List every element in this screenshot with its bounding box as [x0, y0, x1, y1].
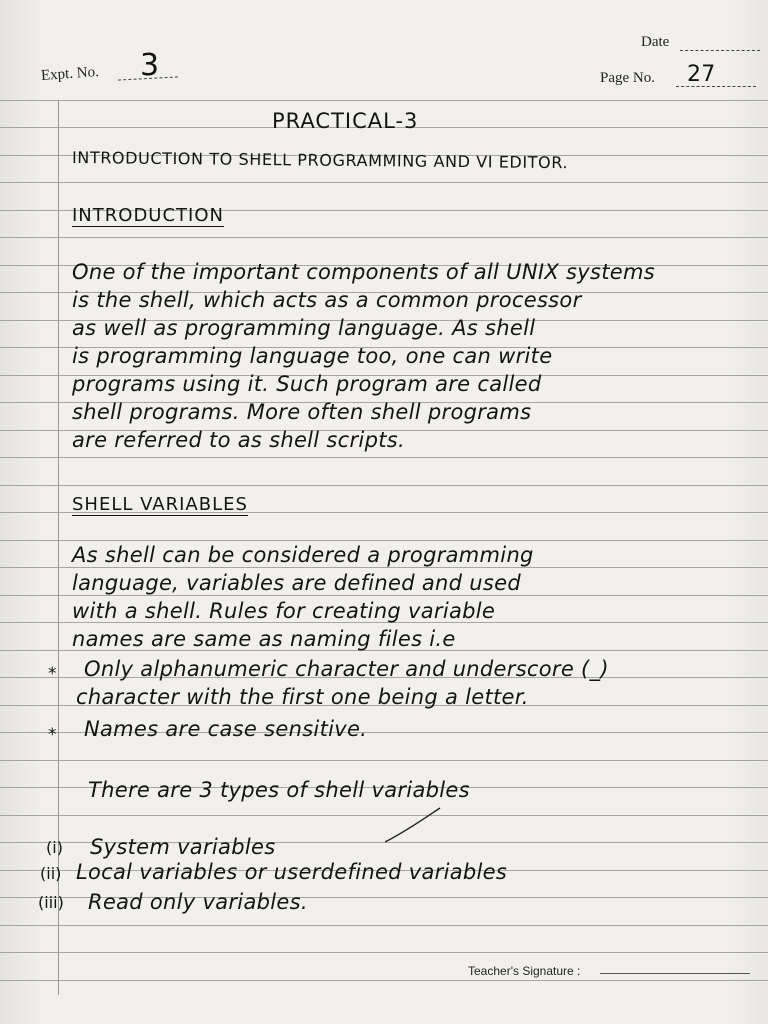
- practical-subtitle: INTRODUCTION TO SHELL PROGRAMMING AND VI EDITOR.: [71, 148, 569, 173]
- shell-variables-heading: SHELL VARIABLES: [72, 494, 248, 515]
- list-numeral: (ii): [40, 864, 62, 883]
- intro-line: shell programs. More often shell programs: [72, 400, 532, 424]
- types-item: System variables: [90, 835, 276, 859]
- page-label: Page No.: [600, 70, 655, 86]
- list-numeral: (iii): [38, 893, 64, 912]
- expt-label: Expt. No.: [40, 64, 100, 85]
- shell-variables-line: with a shell. Rules for creating variable: [72, 599, 496, 623]
- bullet-line: character with the first one being a letter.: [76, 685, 529, 709]
- bullet-mark: *: [48, 725, 57, 745]
- page-number: 27: [687, 62, 716, 87]
- shell-variables-line: language, variables are defined and used: [72, 571, 521, 595]
- teacher-signature-label: Teacher's Signature :: [468, 964, 581, 978]
- bullet-line: Only alphanumeric character and underscore (_): [84, 657, 609, 681]
- date-label: Date: [641, 34, 670, 50]
- practical-title: PRACTICAL-3: [272, 109, 419, 133]
- intro-line: is programming language too, one can write: [72, 344, 553, 368]
- intro-line: as well as programming language. As shell: [72, 316, 536, 340]
- intro-line: programs using it. Such program are called: [72, 372, 542, 396]
- expt-number: 3: [140, 48, 160, 83]
- bullet-line: Names are case sensitive.: [84, 717, 368, 741]
- shell-variables-line: names are same as naming files i.e: [72, 627, 456, 651]
- list-numeral: (i): [46, 838, 63, 857]
- types-intro: There are 3 types of shell variables: [88, 778, 470, 802]
- shell-variables-line: As shell can be considered a programming: [72, 543, 534, 567]
- intro-line: are referred to as shell scripts.: [72, 428, 405, 452]
- bullet-mark: *: [48, 664, 57, 684]
- introduction-heading: INTRODUCTION: [72, 205, 224, 226]
- intro-line: is the shell, which acts as a common processor: [72, 288, 582, 312]
- types-item: Local variables or userdefined variables: [76, 860, 508, 884]
- signature-line: [600, 973, 750, 974]
- intro-line: One of the important components of all UNIX systems: [72, 260, 655, 284]
- types-item: Read only variables.: [88, 890, 308, 914]
